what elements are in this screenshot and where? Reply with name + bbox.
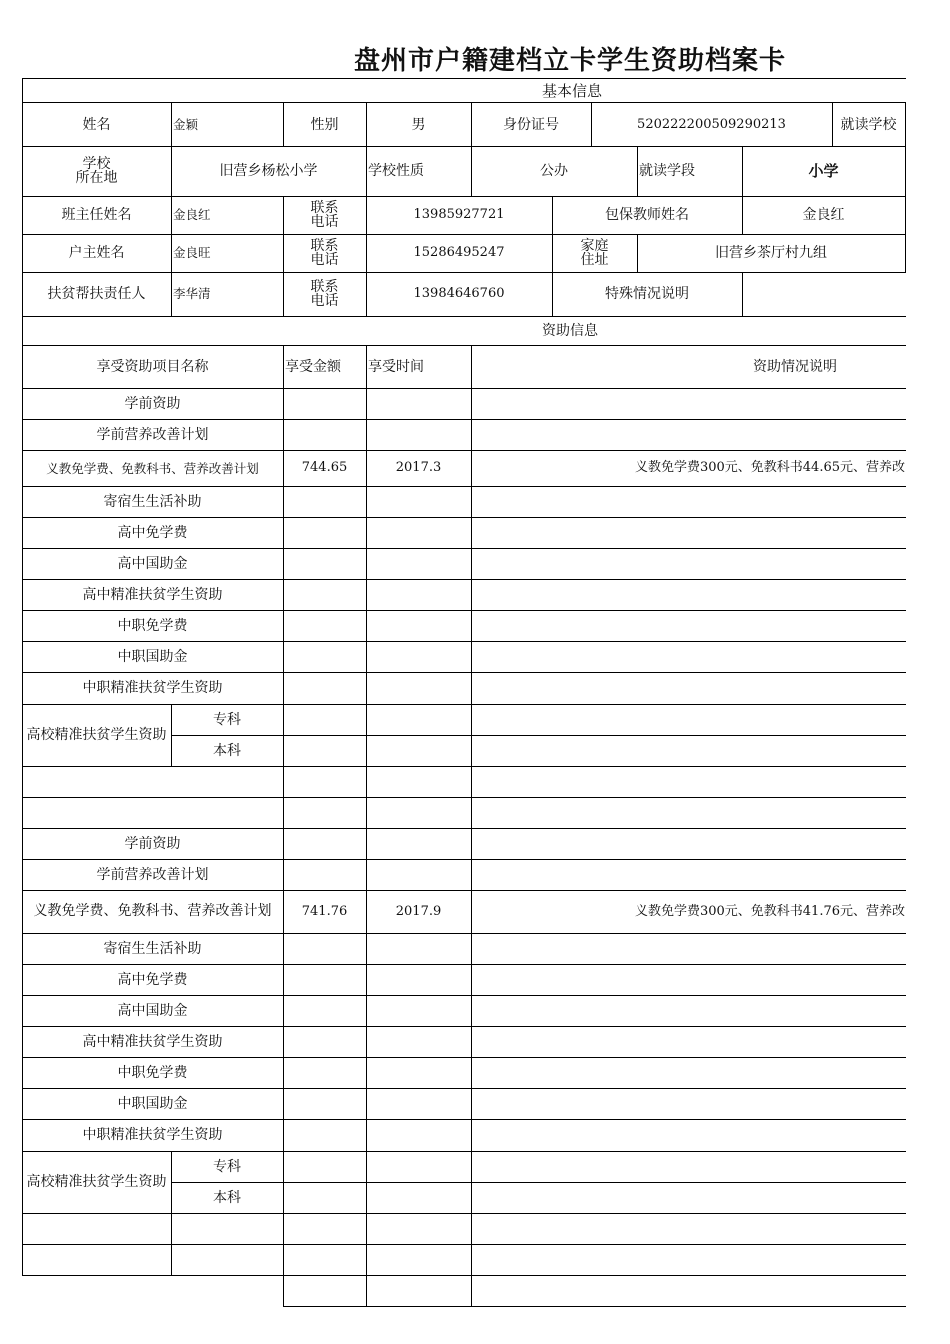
name-label: 姓名 [82,116,111,133]
aid-amount [283,1057,366,1088]
id-label: 身份证号 [503,116,559,133]
aid-item-name: 义教免学费、免教科书、营养改善计划 [33,903,272,919]
aid-amount [283,1119,366,1151]
aid-item-name: 高中精准扶贫学生资助 [82,586,223,603]
special-value [742,272,905,316]
teacher-phone: 13985927721 [413,207,505,222]
guarantor-label: 包保教师姓名 [605,207,689,223]
school-location-label-line2: 所在地 [75,170,118,186]
col-amount-header: 享受金额 [285,358,341,375]
grid-line [22,1213,906,1214]
phone-label-line1: 联系 [310,279,339,295]
col-desc-header: 资助情况说明 [753,358,837,375]
address-label-line2: 住址 [580,252,609,268]
aid-amount [283,933,366,964]
phone-label-line2: 电话 [310,293,339,309]
aid-time: 2017.3 [395,460,442,475]
gender-label: 性别 [310,116,339,133]
aid-item-name: 义教免学费、免教科书、营养改善计划 [46,460,259,476]
id-number: 520222200509290213 [637,116,786,132]
address-label-line1: 家庭 [580,238,609,254]
aid-time [366,641,471,672]
college-sub-benke: 本科 [213,1189,241,1206]
basic-info-header: 基本信息 [541,81,602,100]
aid-time [366,1119,471,1151]
aid-item-name: 中职免学费 [117,617,188,634]
aid-amount [283,486,366,517]
teacher-phone-label [283,196,366,234]
aid-item-name: 学前营养改善计划 [96,866,209,883]
aid-desc [471,995,905,1026]
helper-label: 扶贫帮扶责任人 [47,286,146,302]
special-label: 特殊情况说明 [605,286,689,302]
aid-desc: 义教免学费300元、免教科书44.65元、营养改 [634,460,905,475]
aid-item-name: 寄宿生生活补助 [103,493,202,510]
aid-desc [471,1088,905,1119]
aid-time [366,419,471,450]
aid-time [366,486,471,517]
school-type-label: 学校性质 [368,163,424,179]
phone-label-line2: 电话 [310,252,339,268]
phone-label-line2: 电话 [310,214,339,230]
aid-amount [283,548,366,579]
stage-value: 小学 [808,162,839,180]
aid-time [366,672,471,704]
aid-item-name: 中职国助金 [117,1095,188,1112]
grid-line [283,1306,906,1307]
aid-desc [471,388,905,419]
aid-time [366,1088,471,1119]
aid-amount [283,388,366,419]
grid-line [22,797,906,798]
college-aid-label: 高校精准扶贫学生资助 [26,1174,167,1190]
school-type-value: 公办 [540,163,568,179]
aid-amount [283,517,366,548]
college-sub-zhuanke: 专科 [213,1158,241,1175]
guarantor-name: 金良红 [802,207,845,223]
helper-name: 李华清 [173,286,211,301]
aid-desc [471,610,905,641]
address-value: 旧营乡茶厅村九组 [715,245,827,261]
aid-desc [471,672,905,704]
aid-item-name: 高中国助金 [117,1002,188,1019]
col-time-header: 享受时间 [368,358,424,375]
college-sub-zhuanke: 专科 [213,711,241,728]
aid-time [366,579,471,610]
aid-amount: 744.65 [301,460,348,475]
aid-desc [471,548,905,579]
gender-value: 男 [411,116,426,133]
householder-phone: 15286495247 [413,245,505,260]
aid-item-name: 高中精准扶贫学生资助 [82,1033,223,1050]
teacher-label: 班主任姓名 [61,207,132,223]
aid-item-name: 高中免学费 [117,971,188,988]
grid-line [22,766,906,767]
col-item-header: 享受资助项目名称 [96,358,209,375]
aid-amount [283,995,366,1026]
grid-line [905,102,906,146]
aid-amount [283,579,366,610]
aid-desc [471,579,905,610]
aid-item-name: 中职国助金 [117,648,188,665]
aid-item-name: 学前资助 [124,395,181,412]
aid-amount [283,828,366,859]
aid-time [366,995,471,1026]
address-label [552,234,637,272]
phone-label-line1: 联系 [310,238,339,254]
college-sub-benke: 本科 [213,742,241,759]
aid-desc [471,933,905,964]
school-location-value: 旧营乡杨松小学 [219,163,318,179]
student-name: 金颖 [173,116,199,132]
aid-desc [471,964,905,995]
aid-item-name: 中职精准扶贫学生资助 [82,1127,223,1143]
grid-line [905,146,906,196]
grid-line [905,196,906,272]
aid-time [366,964,471,995]
householder-name: 金良旺 [173,245,211,260]
aid-time [366,517,471,548]
school-location-label-line1: 学校 [82,156,111,172]
aid-amount [283,641,366,672]
aid-time [366,388,471,419]
aid-amount [283,1026,366,1057]
aid-time: 2017.9 [395,903,442,919]
aid-amount [283,964,366,995]
grid-line [22,1244,906,1245]
aid-desc: 义教免学费300元、免教科书41.76元、营养改 [634,903,905,919]
grid-line [22,1275,906,1276]
aid-time [366,1026,471,1057]
school-label: 就读学校 [840,116,897,133]
aid-info-header: 资助信息 [542,322,598,339]
aid-desc [471,486,905,517]
aid-item-name: 中职免学费 [117,1064,188,1081]
stage-label: 就读学段 [639,163,695,179]
aid-amount [283,419,366,450]
aid-desc [471,1026,905,1057]
aid-item-name: 高中国助金 [117,555,188,572]
householder-label: 户主姓名 [68,245,125,261]
page-title: 盘州市户籍建档立卡学生资助档案卡 [353,46,786,76]
aid-desc [471,641,905,672]
aid-desc [471,859,905,890]
aid-desc [471,1057,905,1088]
school-location-label [22,146,171,196]
aid-time [366,610,471,641]
aid-time [366,828,471,859]
aid-item-name: 高中免学费 [117,524,188,541]
aid-amount [283,1088,366,1119]
teacher-name: 金良红 [173,207,211,222]
aid-amount: 741.76 [301,903,348,919]
helper-phone: 13984646760 [413,286,505,301]
aid-time [366,548,471,579]
aid-desc [471,419,905,450]
aid-desc [471,517,905,548]
aid-amount [283,672,366,704]
aid-amount [283,859,366,890]
aid-item-name: 学前资助 [124,835,181,852]
aid-desc [471,1119,905,1151]
aid-desc [471,828,905,859]
aid-time [366,933,471,964]
phone-label-line1: 联系 [310,200,339,216]
aid-item-name: 学前营养改善计划 [96,426,209,443]
college-aid-label: 高校精准扶贫学生资助 [26,727,167,743]
aid-time [366,1057,471,1088]
householder-phone-label [283,234,366,272]
aid-amount [283,610,366,641]
aid-item-name: 寄宿生生活补助 [103,940,202,957]
helper-phone-label [283,272,366,316]
aid-time [366,859,471,890]
aid-item-name: 中职精准扶贫学生资助 [82,680,223,696]
